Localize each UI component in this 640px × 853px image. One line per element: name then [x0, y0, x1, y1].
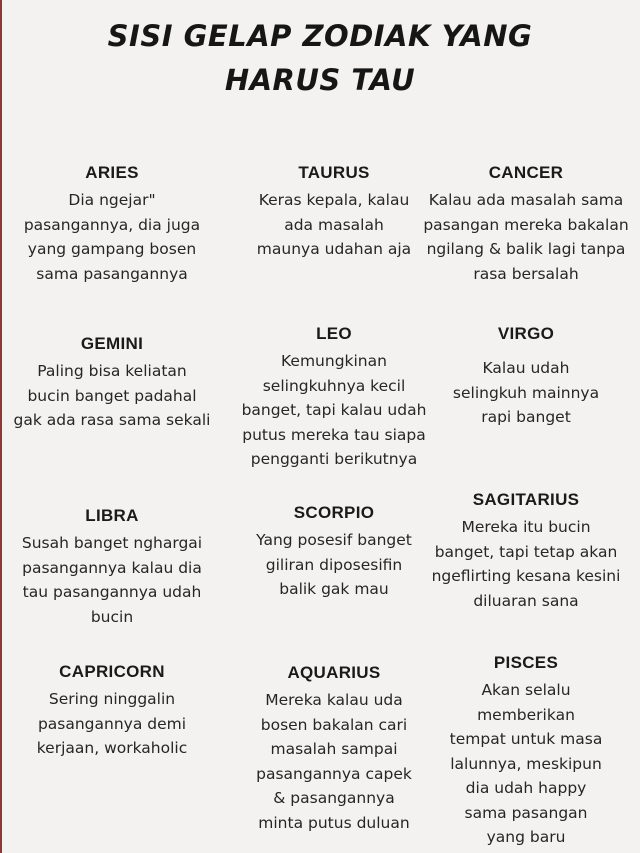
sign-name: AQUARIUS: [287, 663, 381, 682]
zodiac-taurus: [230, 163, 438, 262]
sign-name: LEO: [316, 324, 352, 343]
zodiac-aries: [8, 163, 216, 286]
zodiac-virgo: [422, 324, 630, 430]
left-edge-line: [0, 0, 2, 853]
sign-description: Sering ninggalin pasangannya demi kerjaan, workaholic: [36, 690, 188, 757]
sign-description: Keras kepala, kalau ada masalah maunya udahan aja: [256, 191, 412, 258]
sign-name: GEMINI: [80, 334, 144, 353]
sign-name: VIRGO: [497, 324, 555, 343]
sign-name: CANCER: [488, 163, 564, 182]
sign-description: Mereka kalau uda bosen bakalan cari masalah sampai pasangannya capek & pasangannya minta putus duluan: [256, 691, 412, 832]
zodiac-scorpio: [230, 503, 438, 602]
title-line-2: HARUS TAU: [224, 63, 416, 97]
zodiac-cancer: [422, 163, 630, 286]
sign-description: Paling bisa keliatan bucin banget padahal gak ada rasa sama sekali: [13, 362, 211, 429]
sign-name: PISCES: [493, 653, 559, 672]
sign-description: Kemungkinan selingkuhnya kecil banget, tapi kalau udah putus mereka tau siapa pengganti berikutnya: [241, 352, 427, 468]
zodiac-gemini: [8, 334, 216, 433]
zodiac-sagitarius: [422, 490, 630, 613]
sign-name: CAPRICORN: [59, 662, 165, 681]
sign-description: Susah banget nghargai pasangannya kalau dia tau pasangannya udah bucin: [21, 534, 203, 626]
page-title: [0, 14, 640, 102]
sign-description: Kalau udah selingkuh mainnya rapi banget: [452, 359, 600, 426]
zodiac-aquarius: [230, 663, 438, 835]
sign-name: SAGITARIUS: [472, 490, 580, 509]
sign-name: ARIES: [85, 163, 139, 182]
sign-name: TAURUS: [298, 163, 370, 182]
zodiac-leo: [230, 324, 438, 472]
sign-description: Yang posesif banget giliran diposesifin balik gak mau: [256, 531, 412, 598]
sign-description: Akan selalu memberikan tempat untuk masa lalunnya, meskipun dia udah happy sama pasangan yang baru: [449, 681, 603, 846]
sign-description: Kalau ada masalah sama pasangan mereka bakalan ngilang & balik lagi tanpa rasa bersalah: [423, 191, 629, 283]
sign-name: SCORPIO: [293, 503, 375, 522]
zodiac-libra: [8, 506, 216, 629]
title-line-1: SISI GELAP ZODIAK YANG: [107, 19, 533, 53]
sign-name: LIBRA: [85, 506, 139, 525]
zodiac-pisces: [422, 653, 630, 850]
sign-description: Dia ngejar" pasangannya, dia juga yang gampang bosen sama pasangannya: [23, 191, 201, 283]
sign-description: Mereka itu bucin banget, tapi tetap akan ngeflirting kesana kesini diluaran sana: [431, 518, 621, 610]
zodiac-capricorn: [8, 662, 216, 761]
